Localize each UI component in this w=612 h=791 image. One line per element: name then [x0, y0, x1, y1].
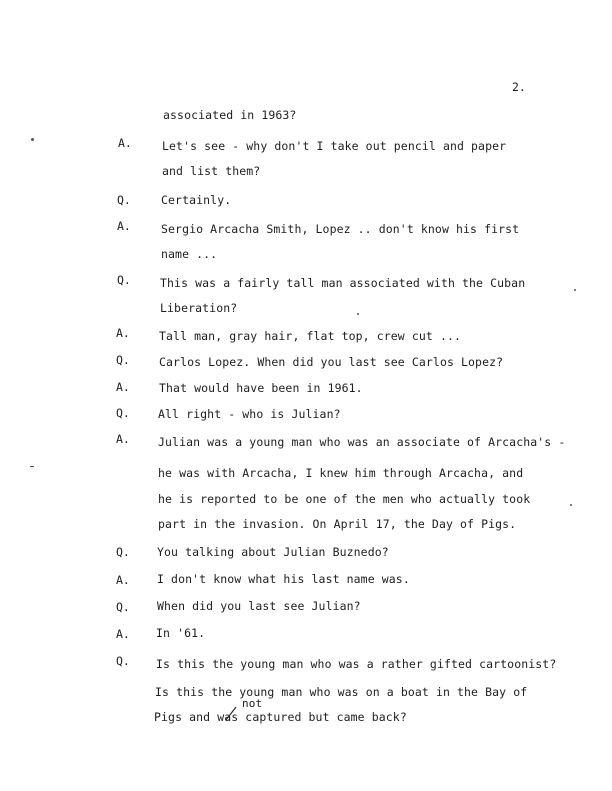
speaker-label: A. — [118, 136, 132, 150]
transcript-line: and list them? — [162, 164, 261, 178]
transcript-line: That would have been in 1961. — [159, 381, 363, 395]
page-number: 2. — [512, 80, 526, 94]
transcript-line: You talking about Julian Buznedo? — [157, 545, 389, 559]
transcript-line: Liberation? — [160, 301, 238, 315]
transcript-line: Is this the young man who was on a boat in the Bay of — [155, 685, 528, 699]
transcript-line: This was a fairly tall man associated with the Cuban — [160, 276, 526, 290]
transcript-line: part in the invasion. On April 17, the Day of Pigs. — [158, 517, 517, 531]
transcript-line: When did you last see Julian? — [157, 599, 361, 613]
transcript-line: In '61. — [156, 626, 206, 640]
transcript-line: name ... — [161, 247, 218, 261]
scan-speck — [31, 138, 34, 141]
insertion-mark-icon — [224, 705, 238, 721]
scan-speck — [570, 504, 572, 506]
transcript-line: he was with Arcacha, I knew him through Arcacha, and — [158, 466, 524, 480]
transcript-line: Let's see - why don't I take out pencil and paper — [162, 139, 507, 153]
transcript-line: associated in 1963? — [163, 108, 297, 122]
speaker-label: Q. — [116, 406, 130, 420]
transcript-line: Pigs and was captured but came back? — [154, 710, 407, 724]
speaker-label: Q. — [117, 273, 131, 287]
speaker-label: Q. — [116, 545, 130, 559]
transcript-line: Sergio Arcacha Smith, Lopez .. don't know his first — [161, 222, 520, 236]
transcript-line: Certainly. — [161, 193, 232, 207]
transcript-line: Julian was a young man who was an associate of Arcacha's - — [158, 435, 566, 449]
speaker-label: A. — [116, 432, 130, 446]
scan-speck — [30, 466, 34, 467]
speaker-label: Q. — [116, 654, 130, 668]
transcript-line: he is reported to be one of the men who actually took — [158, 492, 531, 506]
scan-speck — [357, 313, 359, 315]
speaker-label: A. — [116, 627, 130, 641]
speaker-label: Q. — [116, 600, 130, 614]
scan-speck — [574, 289, 576, 291]
speaker-label: A. — [116, 573, 130, 587]
speaker-label: A. — [117, 219, 131, 233]
transcript-line: Carlos Lopez. When did you last see Carlos Lopez? — [159, 355, 504, 369]
transcript-line: I don't know what his last name was. — [157, 572, 410, 586]
speaker-label: Q. — [116, 353, 130, 367]
speaker-label: Q. — [117, 193, 131, 207]
speaker-label: A. — [116, 380, 130, 394]
transcript-line: Tall man, gray hair, flat top, crew cut ... — [159, 329, 462, 343]
speaker-label: A. — [116, 326, 130, 340]
handwritten-insertion: not — [242, 697, 263, 710]
transcript-line: All right - who is Julian? — [158, 407, 341, 421]
transcript-line: Is this the young man who was a rather gifted cartoonist? — [156, 657, 557, 671]
